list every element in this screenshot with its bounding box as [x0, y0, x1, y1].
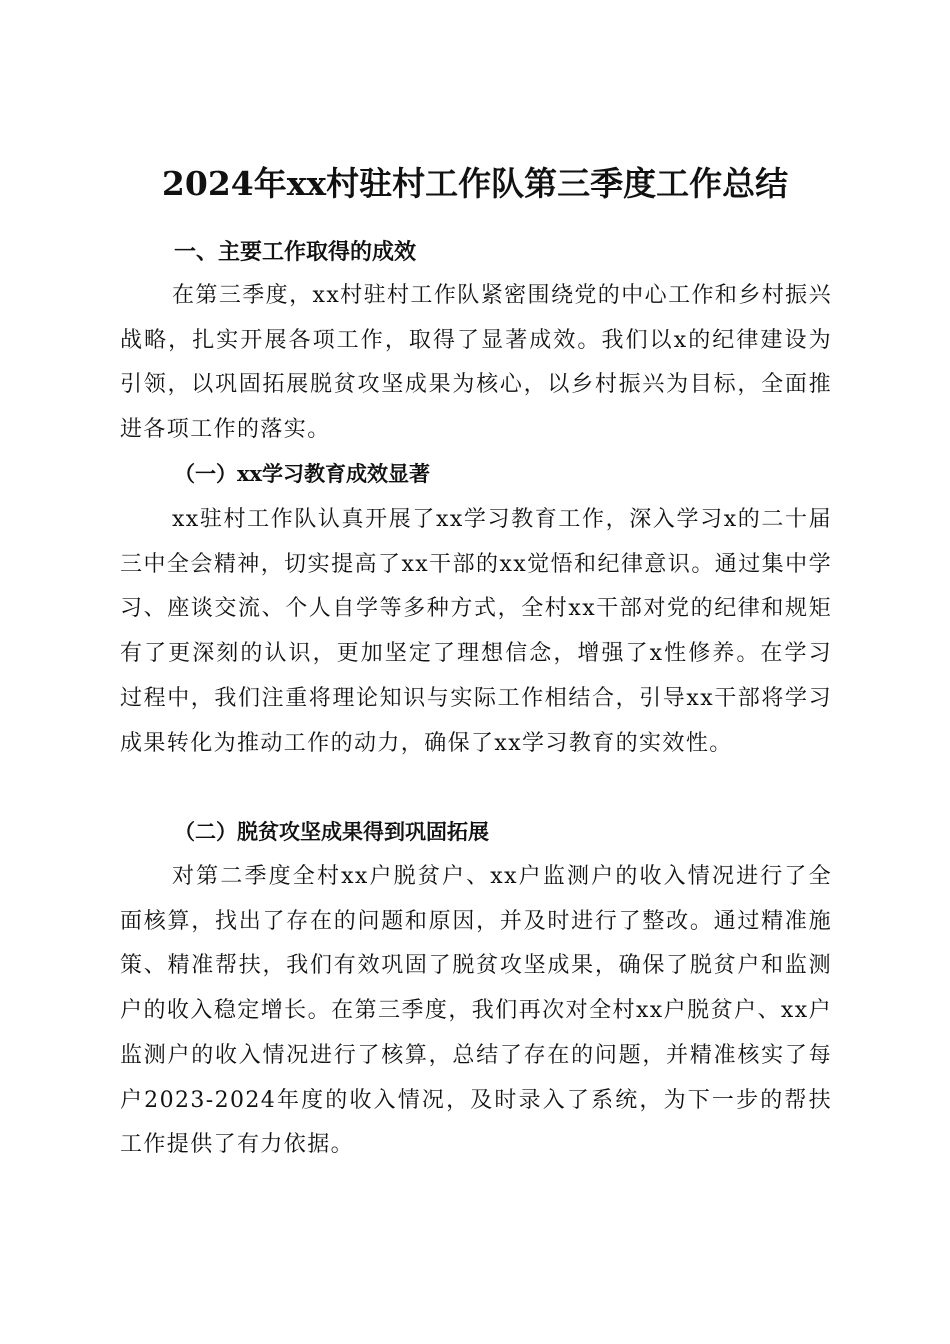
section-heading-main-achievements: 一、主要工作取得的成效	[174, 240, 417, 265]
subsection-heading-poverty-alleviation: （二）脱贫攻坚成果得到巩固拓展	[174, 819, 489, 844]
document-title: 2024年xx村驻村工作队第三季度工作总结	[161, 164, 789, 204]
subsection-heading-study-education: （一）xx学习教育成效显著	[174, 461, 431, 486]
intro-paragraph: 在第三季度，xx村驻村工作队紧密围绕党的中心工作和乡村振兴战略，扎实开展各项工作，取得了显著成效。我们以x的纪律建设为引领，以巩固拓展脱贫攻坚成果为核心，以乡村振兴为目标，全面推进各项工作的落实。	[120, 283, 832, 443]
poverty-alleviation-paragraph: 对第二季度全村xx户脱贫户、xx户监测户的收入情况进行了全面核算，找出了存在的问题和原因，并及时进行了整改。通过精准施策、精准帮扶，我们有效巩固了脱贫攻坚成果，确保了脱贫户和监测户的收入稳定增长。在第三季度，我们再次对全村xx户脱贫户、xx户监测户的收入情况进行了核算，总结了存在的问题，并精准核实了每户2023-2024年度的收入情况，及时录入了系统，为下一步的帮扶工作提供了有力依据。	[120, 864, 832, 1158]
study-education-paragraph: xx驻村工作队认真开展了xx学习教育工作，深入学习x的二十届三中全会精神，切实提高了xx干部的xx觉悟和纪律意识。通过集中学习、座谈交流、个人自学等多种方式，全村xx干部对党的纪律和规矩有了更深刻的认识，更加坚定了理想信念，增强了x性修养。在学习过程中，我们注重将理论知识与实际工作相结合，引导xx干部将学习成果转化为推动工作的动力，确保了xx学习教育的实效性。	[120, 507, 832, 756]
